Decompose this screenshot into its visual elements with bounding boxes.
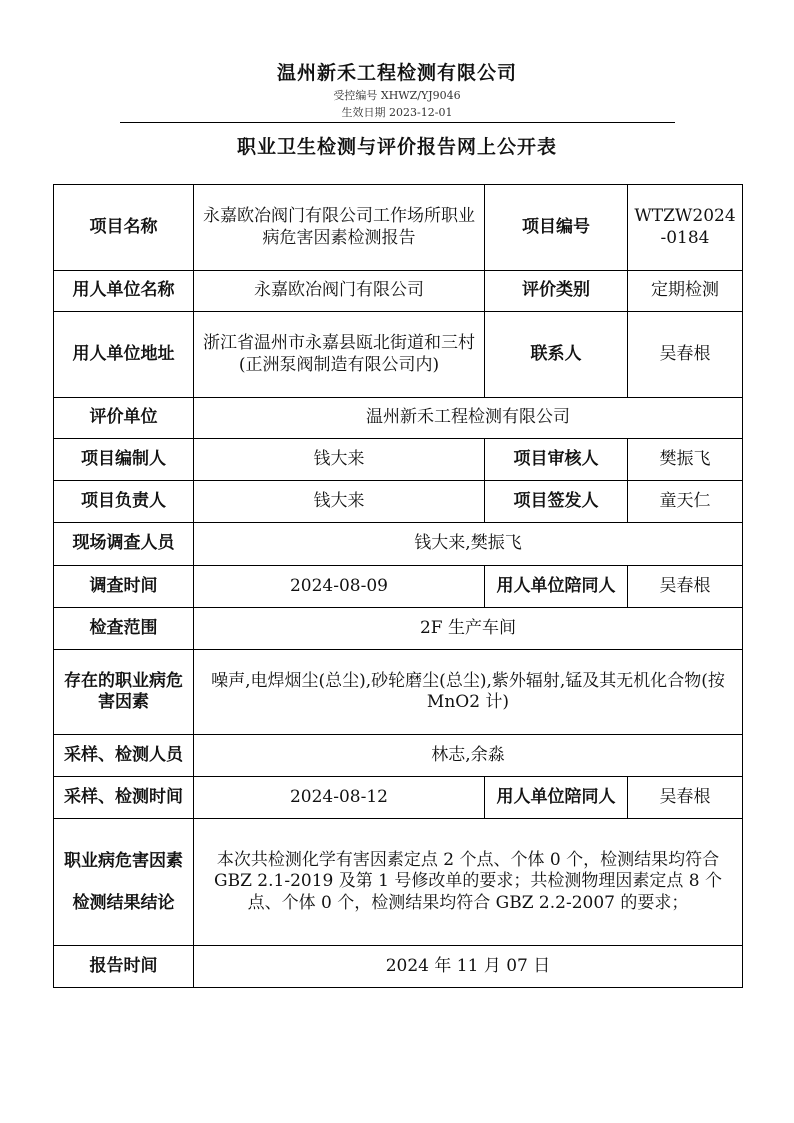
project-name-value: 永嘉欧冶阀门有限公司工作场所职业病危害因素检测报告	[194, 185, 485, 271]
table-row	[54, 650, 743, 735]
report-time-value: 2024 年 11 月 07 日	[194, 946, 743, 988]
sampling-staff-label: 采样、检测人员	[54, 735, 194, 777]
sampling-escort-label: 用人单位陪同人	[485, 777, 628, 819]
eval-type-value: 定期检测	[628, 271, 743, 312]
project-no-label: 项目编号	[485, 185, 628, 271]
survey-time-value: 2024-08-09	[194, 566, 485, 608]
eval-unit-label: 评价单位	[54, 398, 194, 439]
sampling-time-label: 采样、检测时间	[54, 777, 194, 819]
survey-time-label: 调查时间	[54, 566, 194, 608]
contact-value: 吴春根	[628, 312, 743, 398]
control-number: 受控编号 XHWZ/YJ9046	[333, 89, 461, 102]
table-row	[54, 523, 743, 566]
survey-staff-value: 钱大来,樊振飞	[194, 523, 743, 566]
survey-staff-label: 现场调查人员	[54, 523, 194, 566]
manager-value: 钱大来	[194, 481, 485, 523]
eval-type-label: 评价类别	[485, 271, 628, 312]
document-title: 职业卫生检测与评价报告网上公开表	[236, 136, 557, 158]
conclusion-label: 职业病危害因素检测结果结论	[54, 819, 194, 946]
contact-label: 联系人	[485, 312, 628, 398]
table-row	[54, 608, 743, 650]
table-row	[54, 819, 743, 946]
disclosure-table	[53, 184, 743, 988]
scope-value: 2F 生产车间	[194, 608, 743, 650]
table-row	[54, 946, 743, 988]
employer-name-label: 用人单位名称	[54, 271, 194, 312]
effective-date: 生效日期 2023-12-01	[341, 106, 453, 119]
table-row	[54, 777, 743, 819]
table-row	[54, 566, 743, 608]
table-row	[54, 398, 743, 439]
signer-value: 童天仁	[628, 481, 743, 523]
company-name: 温州新禾工程检测有限公司	[276, 62, 517, 84]
conclusion-value: 本次共检测化学有害因素定点 2 个点、个体 0 个，检测结果均符合 GBZ 2.1-2019 及第 1 号修改单的要求；共检测物理因素定点 8 个点、个体 0 个，检测结果均符合 GBZ 2.2-2007 的要求；	[194, 819, 743, 946]
reviewer-value: 樊振飞	[628, 439, 743, 481]
scope-label: 检查范围	[54, 608, 194, 650]
report-time-label: 报告时间	[54, 946, 194, 988]
hazards-value: 噪声,电焊烟尘(总尘),砂轮磨尘(总尘),紫外辐射,锰及其无机化合物(按MnO2 计)	[194, 650, 743, 735]
table-row	[54, 439, 743, 481]
employer-address-label: 用人单位地址	[54, 312, 194, 398]
manager-label: 项目负责人	[54, 481, 194, 523]
header-divider	[120, 122, 675, 123]
project-name-label: 项目名称	[54, 185, 194, 271]
project-no-value: WTZW2024-0184	[628, 185, 743, 271]
reviewer-label: 项目审核人	[485, 439, 628, 481]
hazards-label: 存在的职业病危害因素	[54, 650, 194, 735]
table-row	[54, 481, 743, 523]
table-row	[54, 735, 743, 777]
compiler-label: 项目编制人	[54, 439, 194, 481]
survey-escort-value: 吴春根	[628, 566, 743, 608]
employer-address-value: 浙江省温州市永嘉县瓯北街道和三村(正洲泵阀制造有限公司内)	[194, 312, 485, 398]
sampling-time-value: 2024-08-12	[194, 777, 485, 819]
employer-name-value: 永嘉欧冶阀门有限公司	[194, 271, 485, 312]
sampling-escort-value: 吴春根	[628, 777, 743, 819]
survey-escort-label: 用人单位陪同人	[485, 566, 628, 608]
sampling-staff-value: 林志,余淼	[194, 735, 743, 777]
table-row	[54, 312, 743, 398]
table-row	[54, 271, 743, 312]
table-row	[54, 185, 743, 271]
eval-unit-value: 温州新禾工程检测有限公司	[194, 398, 743, 439]
compiler-value: 钱大来	[194, 439, 485, 481]
signer-label: 项目签发人	[485, 481, 628, 523]
